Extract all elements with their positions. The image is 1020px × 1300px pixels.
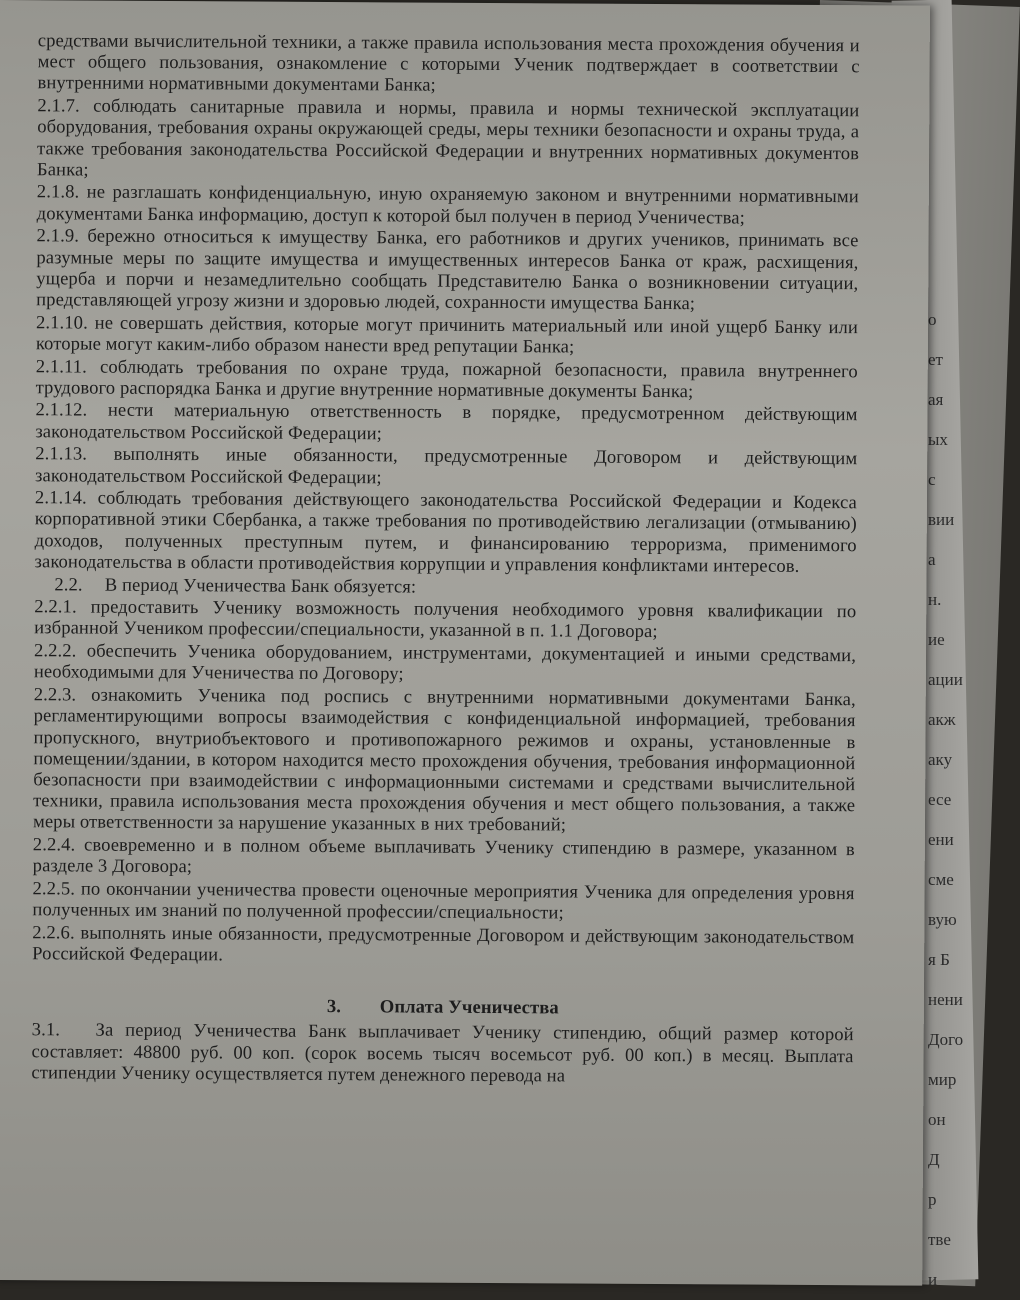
item-number: 2.1.10. [35,311,88,334]
item-text: предоставить Ученику возможность получения необходимого уровня квалификации по избранной Учеником профессии/специальности, указанной в п. 1.1 Договора; [34,596,857,643]
back-page-fragment: тве [928,1230,951,1249]
back-page-fragment: он [928,1110,946,1129]
item-number: 2.2.1. [34,596,77,618]
item-text: выполнять иные обязанности, предусмотренные Договором и действующим законодательством Российской Федерации. [32,922,855,966]
list-item [35,444,857,491]
item-number: 2.1.12. [35,399,88,421]
back-page-fragment: ет [928,350,943,369]
item-text: выполнять иные обязанности, предусмотренные Договором и действующим законодательством Российской Федерации; [35,444,858,488]
document-text [31,30,859,1090]
item-text: соблюдать требования действующего законодательства Российской Федерации и Кодекса корпоративной этики Сбербанка, а также требования по противодействию легализации (отмыванию) доходов, полученных преступным путем, и финансированию терроризма, применимого законодательства в области противодействия коррупции и управления конфликтами интересов. [34,487,858,577]
item-number: 2.1.9. [36,225,80,247]
back-page-fragment: нени [928,990,963,1009]
item-text: обеспечить Ученика оборудованием, инструментами, документацией и иными средствами, необходимыми для Ученичества по Договору; [33,640,857,685]
list-item [35,400,857,447]
list-item [33,684,856,837]
back-page-fragment: сме [928,870,954,889]
item-number: 2.2.2. [33,640,77,662]
back-page-fragment: ации [928,670,963,689]
item-text: бережно относиться к имуществу Банка, его работников и других учеников, принимать все разумные меры по защите имущества и имущественных интересов Банка от краж, расхищения, ущерба и порчи и незамедлительно сообщать Представителю Банка о возникновении ситуации, представляющей угрозу жизни и здоровью людей, сохранности имущества Банка; [36,225,859,315]
item-number: 2.2.4. [32,834,76,856]
item-number: 2.1.14. [34,487,87,509]
section-number: 3. [326,996,342,1018]
back-page-fragment: Д [928,1150,940,1169]
back-page-fragment: о [928,310,937,329]
item-number: 2.2.6. [32,922,75,944]
item-text: соблюдать санитарные правила и нормы, правила и нормы технической эксплуатации оборудования, требования охраны окружающей среды, меры техники безопасности и охраны труда, а также требования законодательства Российской Федерации и внутренних нормативных документов Банка; [36,95,860,181]
list-item [34,640,856,687]
list-item [37,182,859,229]
back-page-fragment: р [928,1190,937,1209]
back-page-fragment: я Б [928,950,950,969]
list-item [36,312,858,359]
item-text: В период Ученичества Банк обязуется: [104,574,417,598]
back-page-fragment: ени [928,830,954,849]
item-number: 2.1.7. [37,95,80,117]
list-item [33,834,855,881]
back-page-fragment: мир [928,1070,957,1089]
item-number: 2.2.3. [33,684,77,706]
back-page-fragment: Дого [928,1030,964,1049]
item-text: соблюдать требования по охране труда, пожарной безопасности, правила внутреннего трудового распорядка Банка и другие внутренние нормативные документы Банка; [35,356,858,402]
item-number: 2.2. [54,573,83,596]
item-number: 2.1.11. [35,355,87,378]
back-page-fragment: есе [928,790,952,809]
list-item [36,356,858,403]
item-text: не совершать действия, которые могут причинить материальный или иной ущерб Банку или которые могут каким-либо образом нанести вред репутации Банка; [35,312,859,358]
item-text: нести материальную ответственность в порядке, предусмотренном действующим законодательством Российской Федерации; [35,400,858,444]
back-page-fragment: ая [928,390,944,409]
back-page-text [928,300,968,1289]
back-page-fragment: вую [928,910,957,929]
list-item [35,487,858,577]
item-text: За период Ученичества Банк выплачивает Ученику стипендию, общий размер которой составляет: 48800 руб. 00 коп. (сорок восемь тысяч восемьсот руб. 00 коп.) в месяц. Выплата стипендии Ученику осуществляется путем денежного перевода на [31,1020,854,1087]
section-3-heading [32,994,854,1020]
item-3-1 [31,1020,853,1089]
back-page-fragment: н. [928,590,942,609]
lead-paragraph: средствами вычислительной техники, а также правила использования места прохождения обучения и мест общего пользования, ознакомление с которыми Ученик подтверждает в соответствии с внутренними нормативными документами Банка; [37,30,860,97]
back-page-fragment: с [928,470,936,489]
back-page-fragment: вии [928,510,955,529]
back-page-fragment: акж [928,710,956,729]
back-page-fragment: аку [928,750,953,769]
list-item [36,226,859,316]
item-number: 3.1. [31,1019,61,1041]
section-2-2-heading [34,574,856,600]
section-2-2-items [32,597,856,970]
section-2-1-items [35,95,860,577]
item-text: ознакомить Ученика под роспись с внутренними нормативными документами Банка, регламентирующими вопросы взаимодействия с конфиденциальной информацией, требования пропускного, внутриобъектового и противопожарного режимов и охраны, установленные в помещении/здании, в котором находится место прохождения обучения, требования информационной безопасности при взаимодействии с информационными системами и средствами вычислительной техники, правила использования места прохождения обучения и мест общего пользования, а также меры ответственности за нарушение указанных в них требований; [32,684,856,836]
item-number: 2.1.13. [35,443,88,465]
item-text: не разглашать конфиденциальную, иную охраняемую законом и внутренними нормативными документами Банка информацию, доступ к которой был получен в период Ученичества; [36,181,859,229]
back-page-fragment: ых [928,430,948,449]
back-page-fragment: а [928,550,936,569]
section-title: Оплата Ученичества [379,996,559,1019]
list-item [32,922,854,969]
item-number: 2.1.8. [36,181,80,203]
list-item [32,878,854,925]
list-item [37,95,860,185]
item-text: по окончании ученичества провести оценочные мероприятия Ученика для определения уровня полученных им знаний по полученной профессии/специальности; [32,878,855,924]
item-text: своевременно и в полном объеме выплачивать Ученику стипендию в размере, указанном в разделе 3 Договора; [32,834,855,878]
back-page-fragment: и [928,1270,938,1289]
item-number: 2.2.5. [32,878,76,900]
back-page-fragment: ие [928,630,945,649]
list-item [34,597,856,644]
